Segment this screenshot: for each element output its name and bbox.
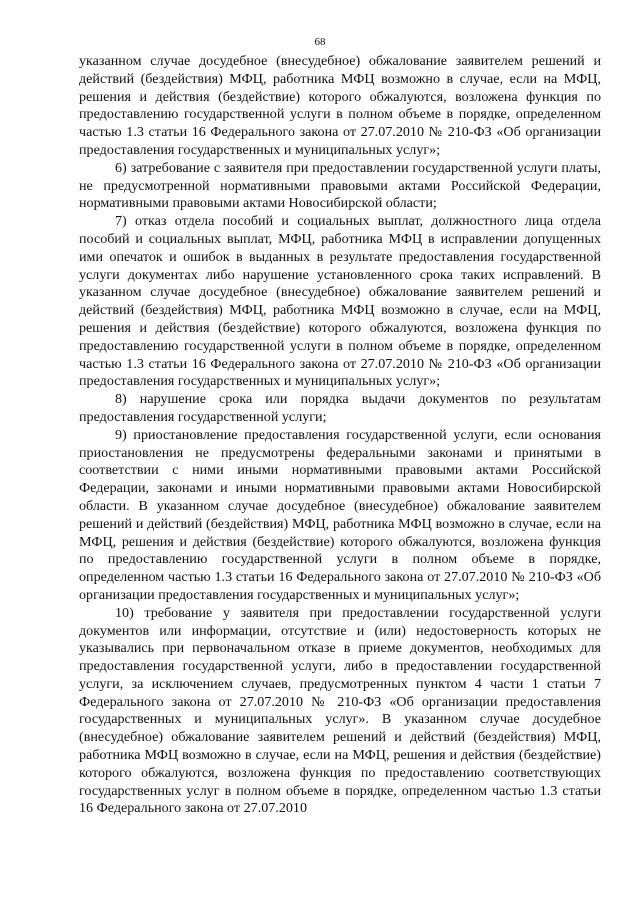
- paragraph-item-6: 6) затребование с заявителя при предоставлении государственной услуги платы, не предусмотренной нормативными правовыми актами Российской Федерации, нормативными правовыми актами Новосибирской области;: [79, 159, 601, 212]
- paragraph-item-10: 10) требование у заявителя при предоставлении государственной услуги документов или информации, отсутствие и (или) недостоверность которых не указывались при первоначальном отказе в приеме документов, необходимых для предоставления государственной услуги, либо в предоставлении государственной услуги, за исключением случаев, предусмотренных пунктом 4 части 1 статьи 7 Федерального закона от 27.07.2010 № 210-ФЗ «Об организации предоставления государственных и муниципальных услуг». В указанном случае досудебное (внесудебное) обжалование заявителем решений и действий (бездействия) МФЦ, работника МФЦ возможно в случае, если на МФЦ, решения и действия (бездействие) которого обжалуются, возложена функция по предоставлению соответствующих государственных услуг в полном объеме в порядке, определенном частью 1.3 статьи 16 Федерального закона от 27.07.2010: [79, 604, 601, 817]
- page-number: 68: [314, 36, 326, 48]
- document-body: [79, 53, 601, 818]
- paragraph-continuation: указанном случае досудебное (внесудебное) обжалование заявителем решений и действий (бездействия) МФЦ, работника МФЦ возможно в случае, если на МФЦ, решения и действия (бездействие) которого обжалуются, возложена функция по предоставлению государственной услуги в полном объеме в порядке, определенном частью 1.3 статьи 16 Федерального закона от 27.07.2010 № 210-ФЗ «Об организации предоставления государственных и муниципальных услуг»;: [79, 53, 601, 158]
- paragraph-item-9: 9) приостановление предоставления государственной услуги, если основания приостановления не предусмотрены федеральными законами и принятыми в соответствии с ними иными нормативными правовыми актами Российской Федерации, законами и иными нормативными правовыми актами Новосибирской области. В указанном случае досудебное (внесудебное) обжалование заявителем решений и действий (бездействия) МФЦ, работника МФЦ возможно в случае, если на МФЦ, решения и действия (бездействие) которого обжалуются, возложена функция по предоставлению государственной услуги в полном объеме в порядке, определенном частью 1.3 статьи 16 Федерального закона от 27.07.2010 № 210-ФЗ «Об организации предоставления государственных и муниципальных услуг»;: [79, 426, 601, 603]
- paragraph-item-8: 8) нарушение срока или порядка выдачи документов по результатам предоставления государственной услуги;: [79, 391, 601, 425]
- paragraph-item-7: 7) отказ отдела пособий и социальных выплат, должностного лица отдела пособий и социальных выплат, МФЦ, работника МФЦ в исправлении допущенных ими опечаток и ошибок в выданных в результате предоставления государственной услуги документах либо нарушение установленного срока таких исправлений. В указанном случае досудебное (внесудебное) обжалование заявителем решений и действий (бездействия) МФЦ, работника МФЦ возможно в случае, если на МФЦ, решения и действия (бездействие) которого обжалуются, возложена функция по предоставлению государственной услуги в полном объеме в порядке, определенном частью 1.3 статьи 16 Федерального закона от 27.07.2010 № 210-ФЗ «Об организации предоставления государственных и муниципальных услуг»;: [79, 213, 601, 390]
